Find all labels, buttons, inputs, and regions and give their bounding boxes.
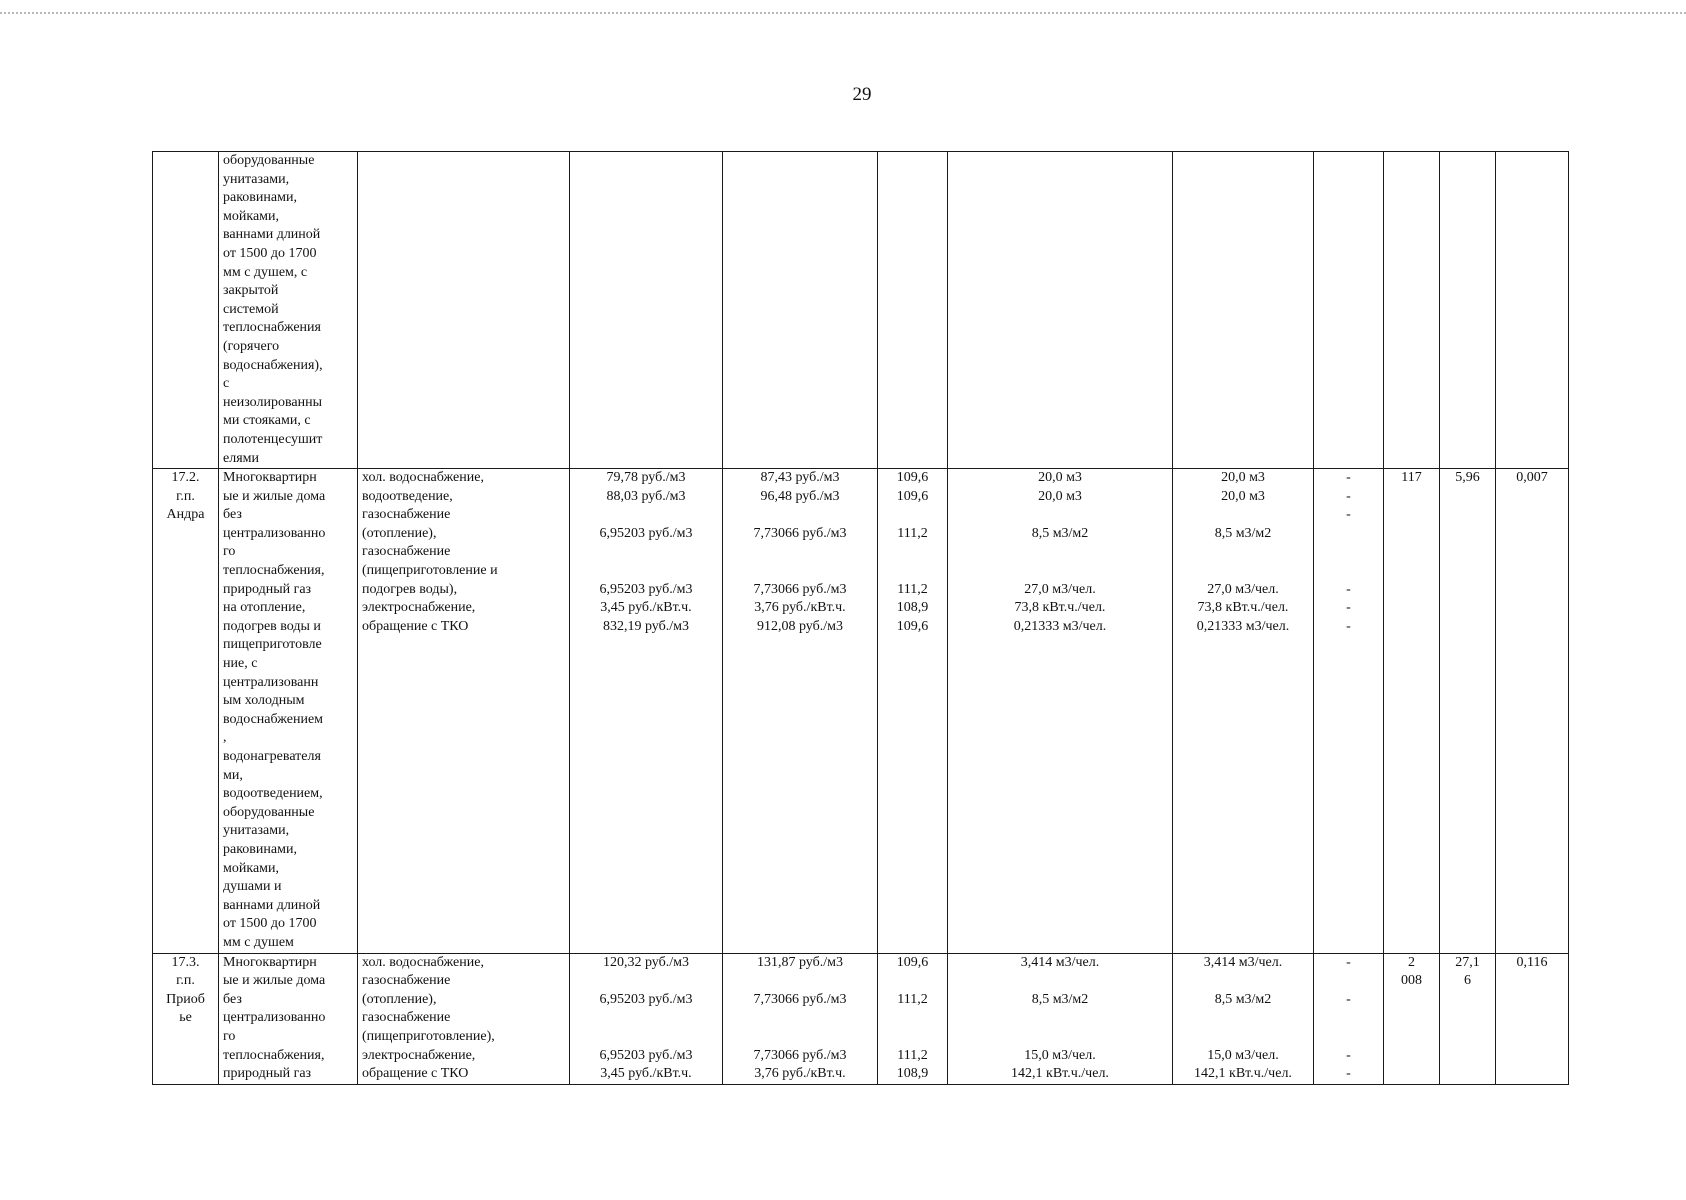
cell-text-line <box>1177 1009 1309 1028</box>
cell-text-line: на отопление, <box>223 600 306 616</box>
cell-text-line: 17.2. <box>171 470 200 486</box>
cell-amount <box>1440 152 1496 469</box>
cell-text-line: ми стояками, с <box>223 413 311 429</box>
cell-count <box>1384 953 1440 1084</box>
cell-text-line: 8,5 м3/м2 <box>1031 525 1089 541</box>
cell-text-line: от 1500 до 1700 <box>223 916 317 932</box>
cell-text-line <box>1318 562 1379 581</box>
cell-text-line: 15,0 м3/чел. <box>1207 1047 1279 1063</box>
cell-text-line: 142,1 кВт.ч./чел. <box>1194 1066 1292 1082</box>
cell-text-line: 912,08 руб./м3 <box>756 618 843 634</box>
cell-number-settlement <box>153 152 219 469</box>
cell-text-line: 20,0 м3 <box>1038 488 1082 504</box>
cell-text-line: 7,73066 руб./м3 <box>753 1047 847 1063</box>
cell-text-line: елями <box>223 450 259 466</box>
cell-text-line: водоотведение, <box>362 488 453 504</box>
cell-text-line: без <box>223 991 242 1007</box>
cell-text-line: хол. водоснабжение, <box>362 470 484 486</box>
cell-text-line: теплоснабжения <box>223 320 321 336</box>
cell-text-line: 120,32 руб./м3 <box>602 954 689 970</box>
cell-text-line: 109,6 <box>896 488 929 504</box>
table-row <box>153 469 1569 953</box>
cell-text-line: мм с душем, с <box>223 264 308 280</box>
cell-text-line <box>882 543 943 562</box>
cell-text-line: полотенцесушит <box>223 431 323 447</box>
cell-text-line: 15,0 м3/чел. <box>1024 1047 1096 1063</box>
cell-text-line: - <box>1346 507 1351 523</box>
cell-text-line: централизованно <box>223 1010 326 1026</box>
cell-text-line <box>727 972 873 991</box>
cell-text-line: ые и жилые дома <box>223 973 326 989</box>
cell-text-line: водоотведением, <box>223 786 323 802</box>
cell-norm-current <box>948 469 1173 953</box>
cell-text-line: 0,21333 м3/чел. <box>1196 618 1290 634</box>
cell-text-line: ые и жилые дома <box>223 488 326 504</box>
cell-text-line: 73,8 кВт.ч./чел. <box>1197 600 1289 616</box>
cell-text-line: мойками, <box>223 860 280 876</box>
cell-text-line: 5,96 <box>1455 470 1480 486</box>
cell-text-line <box>952 1009 1168 1028</box>
cell-text-line <box>1177 543 1309 562</box>
cell-text-line: с <box>223 376 230 392</box>
cell-text-line: - <box>1346 618 1351 634</box>
cell-marker <box>1314 953 1384 1084</box>
cell-text-line: Андра <box>166 507 205 523</box>
cell-text-line: Приоб <box>166 991 205 1007</box>
cell-growth-index <box>878 953 948 1084</box>
cell-text-line: 7,73066 руб./м3 <box>753 991 847 1007</box>
cell-norm-new <box>1173 469 1314 953</box>
cell-text-line: 108,9 <box>896 600 929 616</box>
cell-text-line: (пищеприготовление), <box>362 1028 495 1044</box>
cell-text-line: мойками, <box>223 208 280 224</box>
cell-text-line <box>1318 1028 1379 1047</box>
cell-text-line <box>574 1009 718 1028</box>
cell-utility-services <box>358 152 570 469</box>
cell-text-line: 20,0 м3 <box>1221 488 1265 504</box>
cell-text-line: 111,2 <box>897 991 928 1007</box>
cell-text-line <box>952 543 1168 562</box>
cell-marker <box>1314 469 1384 953</box>
cell-text-line: закрытой <box>223 283 279 299</box>
cell-text-line: 7,73066 руб./м3 <box>753 581 847 597</box>
cell-text-line: 3,45 руб./кВт.ч. <box>600 1066 692 1082</box>
cell-text-line: газоснабжение <box>362 507 451 523</box>
cell-text-line: Многоквартирн <box>223 470 317 486</box>
cell-text-line: го <box>223 1028 236 1044</box>
cell-text-line <box>952 972 1168 991</box>
cell-text-line <box>574 1028 718 1047</box>
cell-text-line <box>882 506 943 525</box>
cell-text-line: (отопление), <box>362 991 437 1007</box>
cell-text-line <box>574 972 718 991</box>
cell-utility-services <box>358 469 570 953</box>
cell-text-line <box>727 1009 873 1028</box>
cell-tariff-new <box>723 152 878 469</box>
cell-housing-category <box>219 152 358 469</box>
cell-text-line: ние, с <box>223 656 258 672</box>
cell-text-line <box>1177 972 1309 991</box>
cell-text-line: 117 <box>1401 470 1422 486</box>
cell-text-line: от 1500 до 1700 <box>223 245 317 261</box>
cell-text-line: раковинами, <box>223 190 297 206</box>
cell-text-line: душами и <box>223 879 282 895</box>
cell-text-line: 3,76 руб./кВт.ч. <box>754 600 846 616</box>
cell-housing-category <box>219 469 358 953</box>
cell-text-line: (пищеприготовление и <box>362 563 498 579</box>
cell-text-line <box>952 506 1168 525</box>
cell-text-line: электроснабжение, <box>362 1047 476 1063</box>
cell-text-line: водонагревателя <box>223 749 321 764</box>
cell-text-line: ье <box>179 1010 192 1026</box>
cell-text-line: 0,007 <box>1516 470 1548 486</box>
tariff-table <box>152 151 1569 1085</box>
cell-text-line: 3,45 руб./кВт.ч. <box>600 600 692 616</box>
cell-text-line: электроснабжение, <box>362 600 476 616</box>
cell-text-line: 6,95203 руб./м3 <box>599 991 693 1007</box>
cell-utility-services <box>358 953 570 1084</box>
cell-tariff-new <box>723 953 878 1084</box>
cell-text-line <box>882 1009 943 1028</box>
cell-norm-new <box>1173 953 1314 1084</box>
cell-text-line: ым холодным <box>223 693 305 709</box>
cell-text-line: теплоснабжения, <box>223 1047 325 1063</box>
cell-text-line <box>574 506 718 525</box>
cell-text-line: 27,0 м3/чел. <box>1207 581 1279 597</box>
cell-text-line <box>1318 972 1379 991</box>
cell-count <box>1384 152 1440 469</box>
cell-text-line: ваннами длиной <box>223 227 321 243</box>
cell-text-line: - <box>1346 991 1351 1007</box>
cell-text-line: оборудованные <box>223 804 315 820</box>
cell-text-line: 142,1 кВт.ч./чел. <box>1011 1066 1109 1082</box>
cell-text-line: водоснабжения), <box>223 357 323 373</box>
page-number: 29 <box>852 84 872 105</box>
cell-tariff-new <box>723 469 878 953</box>
cell-text-line: ваннами длиной <box>223 897 321 913</box>
cell-count <box>1384 469 1440 953</box>
cell-text-line: теплоснабжения, <box>223 563 325 579</box>
cell-tariff-current <box>570 953 723 1084</box>
cell-text-line: го <box>223 544 236 560</box>
cell-number-settlement <box>153 953 219 1084</box>
cell-text-line: г.п. <box>176 488 195 504</box>
cell-text-line: 8,5 м3/м2 <box>1214 525 1272 541</box>
cell-text-line: 111,2 <box>897 581 928 597</box>
cell-text-line <box>727 1028 873 1047</box>
table-row <box>153 953 1569 1084</box>
cell-text-line: газоснабжение <box>362 544 451 560</box>
cell-share <box>1496 953 1569 1084</box>
cell-text-line: 20,0 м3 <box>1221 470 1265 486</box>
cell-text-line: 111,2 <box>897 1047 928 1063</box>
cell-text-line <box>1388 152 1435 171</box>
scan-edge <box>0 12 1686 14</box>
cell-text-line: 109,6 <box>896 618 929 634</box>
cell-text-line: 6 <box>1464 973 1471 989</box>
cell-text-line <box>574 543 718 562</box>
cell-text-line <box>1444 152 1491 171</box>
cell-text-line: - <box>1346 581 1351 597</box>
cell-text-line: 6,95203 руб./м3 <box>599 1047 693 1063</box>
cell-text-line: газоснабжение <box>362 973 451 989</box>
cell-text-line: 111,2 <box>897 525 928 541</box>
cell-tariff-current <box>570 152 723 469</box>
cell-text-line: (отопление), <box>362 525 437 541</box>
cell-text-line: - <box>1346 488 1351 504</box>
cell-text-line: 2 <box>1408 954 1415 970</box>
cell-text-line <box>574 562 718 581</box>
cell-text-line <box>1318 1009 1379 1028</box>
cell-housing-category <box>219 953 358 1084</box>
cell-text-line: 832,19 руб./м3 <box>602 618 689 634</box>
cell-text-line <box>1318 543 1379 562</box>
cell-text-line: подогрев воды и <box>223 618 321 634</box>
cell-text-line: 3,414 м3/чел. <box>1020 954 1100 970</box>
cell-text-line: 3,414 м3/чел. <box>1203 954 1283 970</box>
cell-text-line: централизованно <box>223 525 326 541</box>
cell-text-line: хол. водоснабжение, <box>362 954 484 970</box>
cell-text-line: 0,116 <box>1516 954 1548 970</box>
cell-text-line: - <box>1346 470 1351 486</box>
cell-text-line <box>727 543 873 562</box>
cell-growth-index <box>878 469 948 953</box>
cell-text-line: 27,1 <box>1455 954 1480 970</box>
cell-share <box>1496 152 1569 469</box>
cell-text-line <box>952 562 1168 581</box>
cell-text-line: 88,03 руб./м3 <box>606 488 686 504</box>
cell-text-line: - <box>1346 600 1351 616</box>
cell-text-line: - <box>1346 954 1351 970</box>
cell-growth-index <box>878 152 948 469</box>
cell-amount <box>1440 469 1496 953</box>
cell-number-settlement <box>153 469 219 953</box>
cell-text-line <box>882 1028 943 1047</box>
cell-text-line: 008 <box>1401 973 1422 989</box>
cell-share <box>1496 469 1569 953</box>
cell-text-line: 79,78 руб./м3 <box>606 470 686 486</box>
cell-text-line: 73,8 кВт.ч./чел. <box>1014 600 1106 616</box>
cell-text-line <box>727 562 873 581</box>
cell-text-line <box>882 562 943 581</box>
cell-text-line: 131,87 руб./м3 <box>756 954 843 970</box>
cell-text-line: 8,5 м3/м2 <box>1031 991 1089 1007</box>
cell-text-line <box>952 1028 1168 1047</box>
cell-text-line <box>1500 152 1564 171</box>
cell-text-line: - <box>1346 1047 1351 1063</box>
cell-text-line: системой <box>223 301 279 317</box>
cell-text-line: - <box>1346 1066 1351 1082</box>
cell-tariff-current <box>570 469 723 953</box>
cell-text-line: водоснабжением <box>223 711 324 727</box>
cell-text-line: раковинами, <box>223 841 297 857</box>
cell-text-line <box>1318 525 1379 544</box>
cell-text-line: 6,95203 руб./м3 <box>599 525 693 541</box>
cell-text-line: 6,95203 руб./м3 <box>599 581 693 597</box>
cell-amount <box>1440 953 1496 1084</box>
cell-text-line: оборудованные <box>223 153 315 168</box>
cell-text-line: обращение с ТКО <box>362 1066 469 1082</box>
cell-text-line: унитазами, <box>223 171 290 187</box>
cell-text-line: 109,6 <box>896 470 929 486</box>
cell-text-line: пищеприготовле <box>223 637 322 653</box>
cell-text-line: 3,76 руб./кВт.ч. <box>754 1066 846 1082</box>
cell-text-line: 109,6 <box>896 954 929 970</box>
cell-text-line <box>1177 562 1309 581</box>
cell-text-line: газоснабжение <box>362 1010 451 1026</box>
cell-text-line: 108,9 <box>896 1066 929 1082</box>
cell-text-line: 27,0 м3/чел. <box>1024 581 1096 597</box>
cell-text-line <box>1177 1028 1309 1047</box>
cell-text-line: ми, <box>223 767 243 783</box>
cell-text-line: 20,0 м3 <box>1038 470 1082 486</box>
cell-norm-current <box>948 152 1173 469</box>
cell-text-line: природный газ <box>223 1066 312 1082</box>
cell-text-line: неизолированны <box>223 394 322 410</box>
cell-text-line: Многоквартирн <box>223 954 317 970</box>
cell-text-line: 0,21333 м3/чел. <box>1013 618 1107 634</box>
cell-text-line: 87,43 руб./м3 <box>760 470 840 486</box>
cell-text-line: 96,48 руб./м3 <box>760 488 840 504</box>
cell-text-line: мм с душем <box>223 934 294 950</box>
cell-text-line: 7,73066 руб./м3 <box>753 525 847 541</box>
cell-norm-current <box>948 953 1173 1084</box>
table-row <box>153 152 1569 469</box>
cell-norm-new <box>1173 152 1314 469</box>
cell-text-line: природный газ <box>223 581 312 597</box>
cell-text-line: (горячего <box>223 338 280 354</box>
cell-text-line <box>727 506 873 525</box>
cell-text-line: обращение с ТКО <box>362 618 469 634</box>
cell-text-line: подогрев воды), <box>362 581 458 597</box>
cell-text-line <box>882 972 943 991</box>
cell-text-line: 17.3. <box>171 954 200 970</box>
cell-text-line: без <box>223 507 242 523</box>
cell-text-line: г.п. <box>176 973 195 989</box>
cell-marker <box>1314 152 1384 469</box>
cell-text-line: 8,5 м3/м2 <box>1214 991 1272 1007</box>
cell-text-line <box>1177 506 1309 525</box>
cell-text-line: централизованн <box>223 674 319 690</box>
cell-text-line: , <box>223 730 227 746</box>
cell-text-line: унитазами, <box>223 823 290 839</box>
